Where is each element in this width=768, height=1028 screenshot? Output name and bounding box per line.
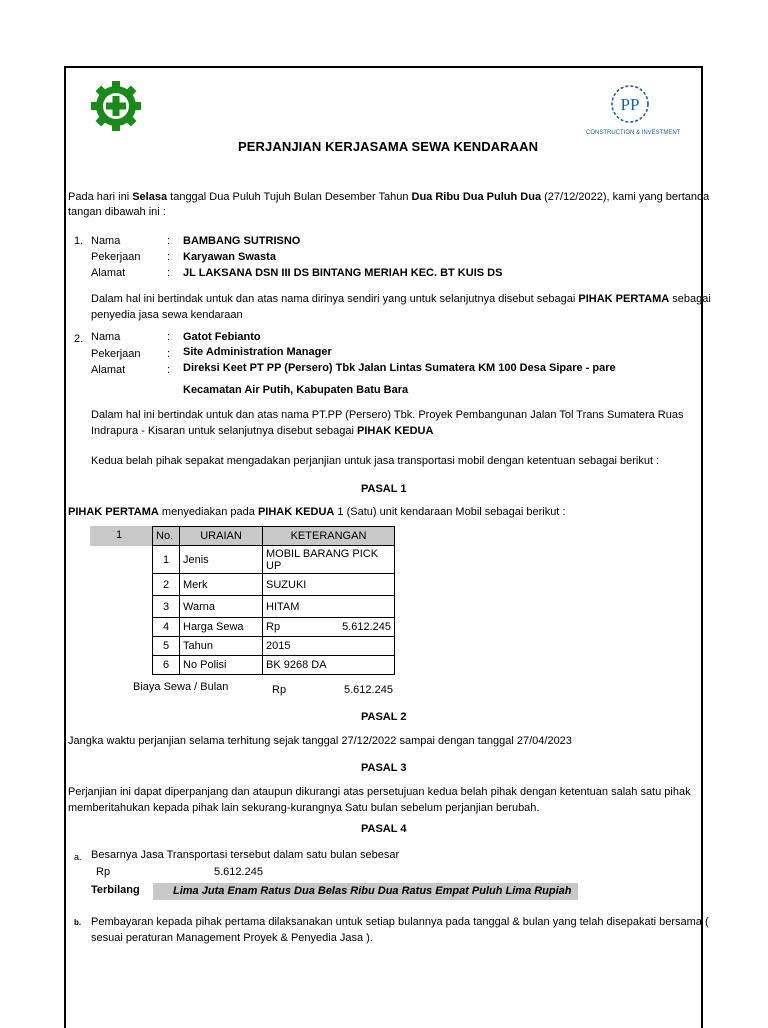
row-value-currency: Rp — [266, 621, 281, 633]
agreement-text: Kedua belah pihak sepakat mengadakan perjanjian untuk jasa transportasi mobil dengan ketentuan sebagai berikut : — [91, 455, 660, 467]
header-uraian: URAIAN — [180, 527, 263, 546]
party1-job-label: Pekerjaan — [91, 251, 141, 263]
colon: : — [167, 331, 171, 343]
header-no: No. — [153, 527, 180, 546]
party2-address-label: Alamat — [91, 364, 126, 376]
row-value — [263, 618, 395, 637]
party2-name-label: Nama — [91, 331, 121, 343]
row-no: 4 — [153, 618, 180, 637]
pasal4-b-label: b. — [74, 918, 82, 927]
pasal2-heading: PASAL 2 — [361, 711, 407, 723]
pasal4-a-amount: 5.612.245 — [214, 866, 263, 878]
vehicle-table — [152, 526, 395, 675]
table-header-row — [153, 527, 395, 546]
table-index: 1 — [116, 529, 123, 541]
party1-description-line2: penyedia jasa sewa kendaraan — [91, 309, 243, 321]
biaya-label: Biaya Sewa / Bulan — [133, 681, 229, 693]
row-no: 1 — [153, 546, 180, 574]
party2-address: Direksi Keet PT PP (Persero) Tbk Jalan Lintas Sumatera KM 100 Desa Sipare - pare — [183, 362, 616, 374]
gear-cross-logo-icon — [90, 80, 142, 132]
row-no: 5 — [153, 637, 180, 656]
pasal4-a-label: a. — [74, 852, 82, 862]
pasal3-line2: memberitahukan kepada pihak lain sekurang-kurangnya Satu bulan sebelum perjanjian berubah. — [68, 802, 540, 814]
table-row — [153, 596, 395, 618]
pp-logo-icon — [610, 84, 650, 124]
pasal4-b-line1: Pembayaran kepada pihak pertama dilaksanakan untuk setiap bulannya pada tanggal & bulan yang telah disepakati bersama ( — [91, 916, 709, 928]
pasal4-heading: PASAL 4 — [361, 823, 407, 835]
party1-name: BAMBANG SUTRISNO — [183, 235, 301, 247]
row-value: SUZUKI — [263, 574, 395, 596]
pasal3-line1: Perjanjian ini dapat diperpanjang dan ataupun dikurangi atas persetujuan kedua belah pihak dengan ketentuan salah satu pihak — [68, 786, 691, 798]
pasal1-text: PIHAK PERTAMA menyediakan pada PIHAK KEDUA 1 (Satu) unit kendaraan Mobil sebagai berikut : — [68, 506, 566, 518]
party1-description: Dalam hal ini bertindak untuk dan atas nama dirinya sendiri yang untuk selanjutnya disebut sebagai PIHAK PERTAMA sebagai — [91, 293, 711, 305]
colon: : — [167, 235, 171, 247]
svg-text:PP: PP — [620, 95, 640, 114]
party2-number: 2. — [74, 333, 84, 345]
party1-address: JL LAKSANA DSN III DS BINTANG MERIAH KEC. BT KUIS DS — [183, 267, 503, 279]
terbilang-label: Terbilang — [91, 884, 140, 896]
row-no: 2 — [153, 574, 180, 596]
row-item: Harga Sewa — [180, 618, 263, 637]
party2-address-line2: Kecamatan Air Putih, Kabupaten Batu Bara — [183, 384, 409, 396]
header-keterangan: KETERANGAN — [263, 527, 395, 546]
party2-description-line2: Indrapura - Kisaran untuk selanjutnya disebut sebagai PIHAK KEDUA — [91, 425, 434, 437]
pasal4-a-text: Besarnya Jasa Transportasi tersebut dalam satu bulan sebesar — [91, 849, 400, 861]
row-no: 6 — [153, 656, 180, 675]
row-item: Tahun — [180, 637, 263, 656]
party1-job: Karyawan Swasta — [183, 251, 276, 263]
row-item: Merk — [180, 574, 263, 596]
row-item: Jenis — [180, 546, 263, 574]
table-row — [153, 618, 395, 637]
party2-job-label: Pekerjaan — [91, 348, 141, 360]
row-value: BK 9268 DA — [263, 656, 395, 675]
pasal4-b-line2: sesuai peraturan Management Proyek & Penyedia Jasa ). — [91, 932, 373, 944]
row-item: No Polisi — [180, 656, 263, 675]
row-value: MOBIL BARANG PICK UP — [263, 546, 395, 574]
pasal3-heading: PASAL 3 — [361, 762, 407, 774]
party1-number: 1. — [74, 235, 84, 247]
pasal1-heading: PASAL 1 — [361, 483, 407, 495]
biaya-amount: 5.612.245 — [344, 684, 393, 696]
party1-name-label: Nama — [91, 235, 121, 247]
logo-caption: CONSTRUCTION & INVESTMENT — [586, 130, 681, 136]
row-value: 2015 — [263, 637, 395, 656]
pasal4-a-currency: Rp — [96, 866, 111, 878]
intro-line2: tangan dibawah ini : — [68, 206, 166, 218]
row-no: 3 — [153, 596, 180, 618]
pasal2-text: Jangka waktu perjanjian selama terhitung sejak tanggal 27/12/2022 sampai dengan tanggal 27/04/2023 — [68, 735, 572, 747]
table-row — [153, 656, 395, 675]
colon: : — [167, 364, 171, 376]
row-item: Warna — [180, 596, 263, 618]
party1-address-label: Alamat — [91, 267, 126, 279]
table-row — [153, 574, 395, 596]
party2-job: Site Administration Manager — [183, 346, 332, 358]
row-value-amount: 5.612.245 — [342, 621, 391, 633]
table-row — [153, 637, 395, 656]
terbilang-text: Lima Juta Enam Ratus Dua Belas Ribu Dua Ratus Empat Puluh Lima Rupiah — [173, 885, 572, 897]
party2-description: Dalam hal ini bertindak untuk dan atas nama PT.PP (Persero) Tbk. Proyek Pembangunan Jalan Tol Trans Sumatera Ruas — [91, 409, 684, 421]
document-title: PERJANJIAN KERJASAMA SEWA KENDARAAN — [238, 139, 539, 154]
colon: : — [167, 267, 171, 279]
intro-line1: Pada hari ini Selasa tanggal Dua Puluh Tujuh Bulan Desember Tahun Dua Ribu Dua Puluh Dua (27/12/2022), kami yang bertanda — [68, 191, 710, 203]
colon: : — [167, 251, 171, 263]
row-value: HITAM — [263, 596, 395, 618]
colon: : — [167, 348, 171, 360]
table-row — [153, 546, 395, 574]
party2-name: Gatot Febianto — [183, 331, 261, 343]
biaya-currency: Rp — [272, 684, 287, 696]
